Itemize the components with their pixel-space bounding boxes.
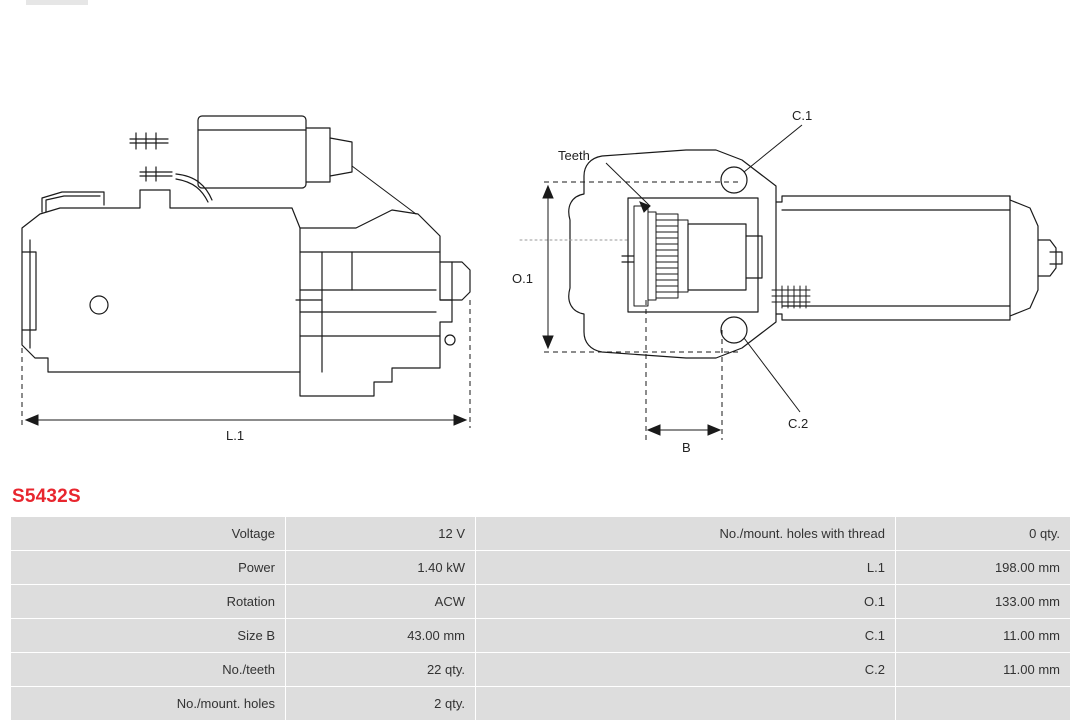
table-row	[11, 551, 1071, 585]
spec-value-empty	[896, 687, 1071, 721]
spec-label-power: Power	[11, 551, 286, 585]
spec-label-mount-holes-thread: No./mount. holes with thread	[476, 517, 896, 551]
spec-value-l1: 198.00 mm	[896, 551, 1071, 585]
dimension-label-l1: L.1	[226, 428, 245, 443]
spec-value-c1: 11.00 mm	[896, 619, 1071, 653]
table-row	[11, 653, 1071, 687]
specifications-table	[10, 516, 1070, 721]
callout-label-c1: C.1	[792, 108, 813, 123]
spec-label-size-b: Size B	[11, 619, 286, 653]
spec-label-l1: L.1	[476, 551, 896, 585]
spec-value-mount-holes: 2 qty.	[286, 687, 476, 721]
spec-value-voltage: 12 V	[286, 517, 476, 551]
spec-label-c1: C.1	[476, 619, 896, 653]
spec-value-teeth: 22 qty.	[286, 653, 476, 687]
table-row	[11, 517, 1071, 551]
spec-value-size-b: 43.00 mm	[286, 619, 476, 653]
spec-label-o1: O.1	[476, 585, 896, 619]
starter-front-view-drawing	[510, 0, 1080, 470]
spec-label-teeth: No./teeth	[11, 653, 286, 687]
callout-label-c2: C.2	[788, 416, 809, 431]
dimension-label-o1: O.1	[512, 271, 533, 286]
spec-value-mount-holes-thread: 0 qty.	[896, 517, 1071, 551]
spec-value-c2: 11.00 mm	[896, 653, 1071, 687]
spec-label-rotation: Rotation	[11, 585, 286, 619]
spec-label-voltage: Voltage	[11, 517, 286, 551]
starter-side-view-drawing	[0, 0, 520, 470]
spec-value-o1: 133.00 mm	[896, 585, 1071, 619]
callout-label-teeth: Teeth	[558, 148, 590, 163]
table-row	[11, 619, 1071, 653]
dimension-label-b: B	[682, 440, 691, 455]
spec-label-empty	[476, 687, 896, 721]
part-number: S5432S	[12, 486, 81, 507]
table-row	[11, 585, 1071, 619]
spec-label-c2: C.2	[476, 653, 896, 687]
table-row	[11, 687, 1071, 721]
spec-value-rotation: ACW	[286, 585, 476, 619]
spec-label-mount-holes: No./mount. holes	[11, 687, 286, 721]
spec-value-power: 1.40 kW	[286, 551, 476, 585]
